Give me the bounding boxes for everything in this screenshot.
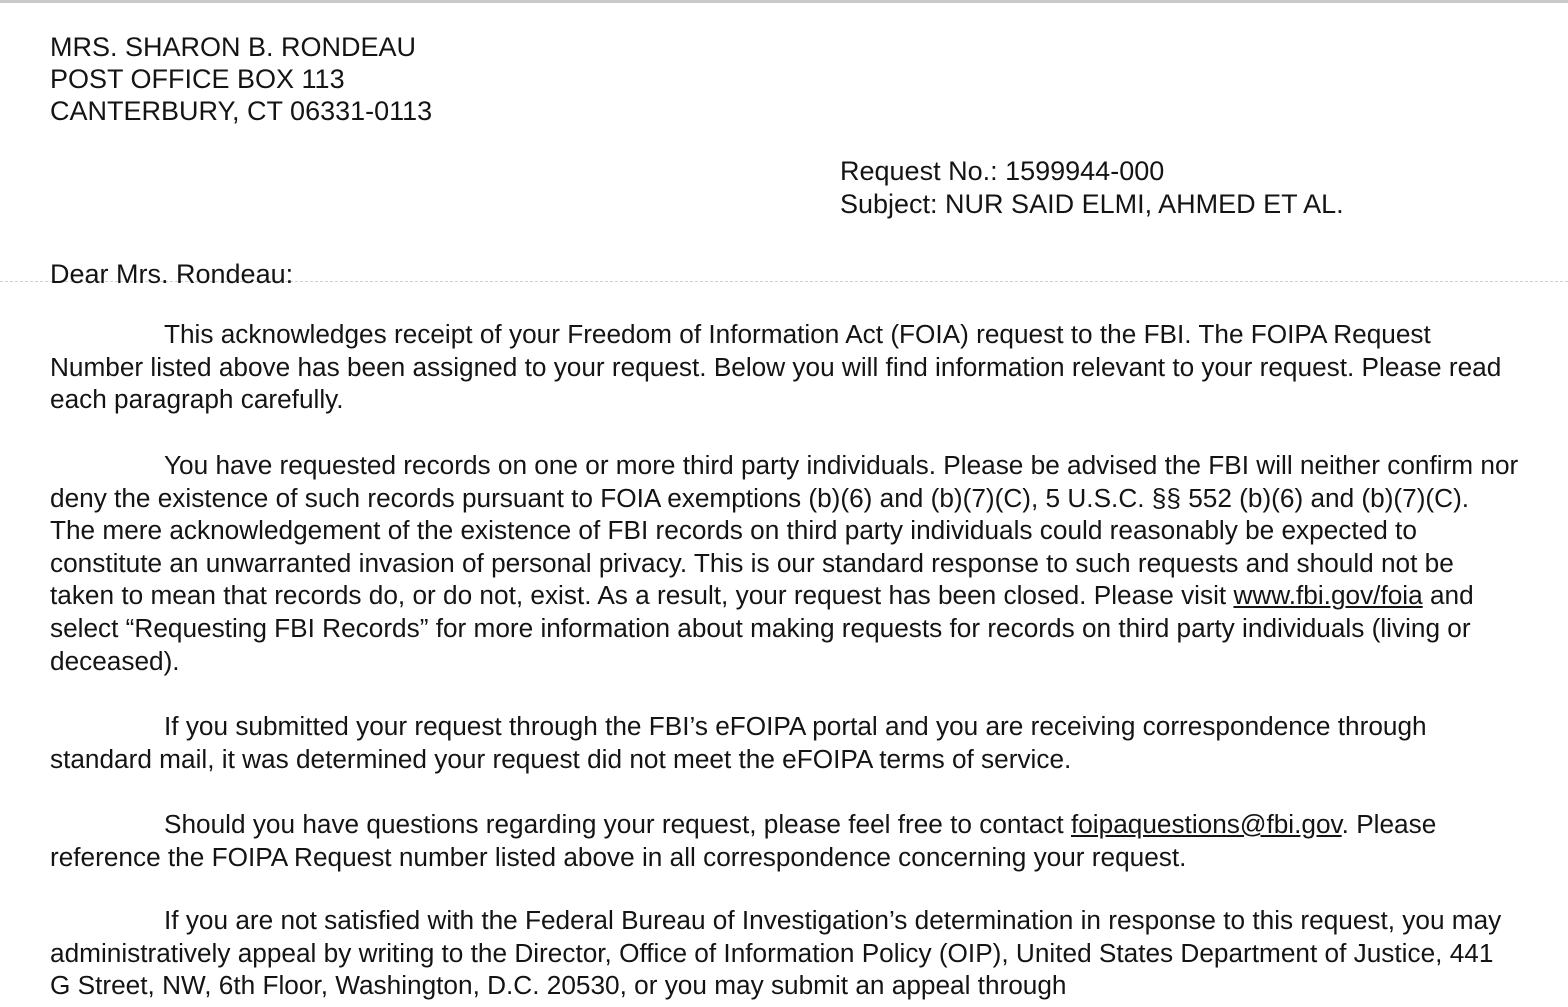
- paragraph-questions-text-end: . Please reference the FOIPA Request number listed above in all correspondence concerning your request.: [50, 809, 1437, 872]
- address-line-name: MRS. SHARON B. RONDEAU: [50, 32, 417, 62]
- foipa-questions-email-link[interactable]: foipaquestions@fbi.gov: [1070, 809, 1342, 839]
- paragraph-questions-text: Should you have questions regarding your request, please feel free to contact: [164, 809, 1071, 839]
- paragraph-third-party-text: You have requested records on one or more third party individuals. Please be advised the FBI will neither confirm nor deny the existence of such records pursuant to FOIA exemptions (b)(6) and (b)(7)(C), 5 U.S.C. §§ 552 (b)(6) and (b)(7)(C). The mere acknowledgement of the existence of FBI records on third party individuals could reasonably be expected to constitute an unwarranted invasion of personal privacy. This is our standard response to such requests and should not be taken to mean that records do, or do not, exist. As a result, your request has been closed. Please visit: [50, 450, 1519, 611]
- paragraph-efoipa: If you submitted your request through the FBI’s eFOIPA portal and you are receiving correspondence through standard mail, it was determined your request did not meet the eFOIPA terms of service.: [50, 711, 1427, 774]
- address-line-box: POST OFFICE BOX 113: [50, 64, 345, 94]
- paragraph-acknowledgement: This acknowledges receipt of your Freedom of Information Act (FOIA) request to the FBI. The FOIPA Request Number listed above has been assigned to your request. Below you will find information relevant to your request. Please read each paragraph carefully.: [50, 319, 1502, 415]
- paragraph-third-party: [50, 449, 1520, 677]
- fbi-foia-link[interactable]: www.fbi.gov/foia: [1233, 580, 1423, 611]
- request-number: Request No.: 1599944-000: [840, 156, 1165, 186]
- paragraph-appeal: If you are not satisfied with the Federal Bureau of Investigation’s determination in response to this request, you may administratively appeal by writing to the Director, Office of Information Policy (OIP), United States Department of Justice, 441 G Street, NW, 6th Floor, Washington, D.C. 20530, or you may submit an appeal through: [50, 905, 1502, 1001]
- recipient-address: [50, 31, 432, 127]
- address-line-city: CANTERBURY, CT 06331-0113: [50, 96, 433, 126]
- request-info: [840, 155, 1344, 221]
- request-subject: Subject: NUR SAID ELMI, AHMED ET AL.: [840, 189, 1344, 219]
- paragraph-third-party-text-end: and select “Requesting FBI Records” for more information about making requests for records on third party individuals (living or deceased).: [50, 580, 1474, 676]
- salutation: Dear Mrs. Rondeau:: [50, 259, 294, 289]
- paragraph-questions: [50, 808, 1520, 873]
